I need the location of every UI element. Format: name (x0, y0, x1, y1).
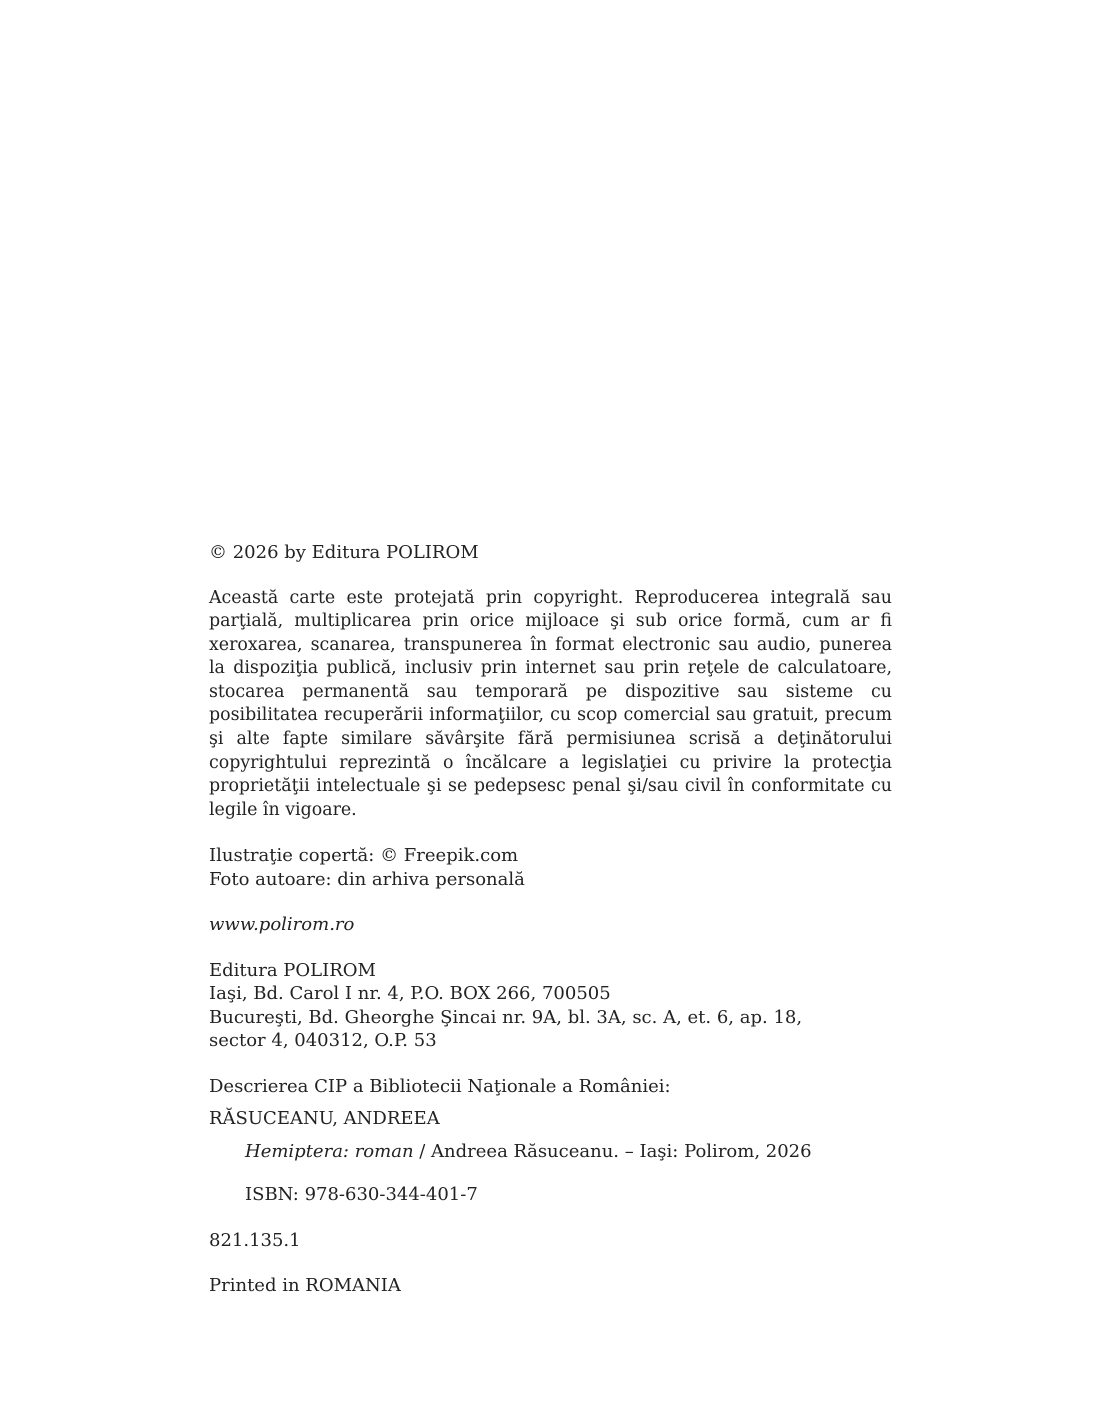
cover-credit: Ilustraţie copertă: © Freepik.com (209, 845, 519, 867)
copyright-line: © 2026 by Editura POLIROM (209, 542, 479, 563)
publisher-name: Editura POLIROM (209, 959, 376, 981)
cip-author: RĂSUCEANU, ANDREEA (209, 1108, 440, 1130)
cip-entry (209, 1140, 892, 1164)
website-link: www.polirom.ro (209, 914, 355, 936)
isbn: ISBN: 978-630-344-401-7 (245, 1184, 478, 1206)
publisher-address (209, 959, 892, 1053)
udc-code: 821.135.1 (209, 1229, 301, 1251)
credits-block (209, 844, 892, 891)
copyright-page (209, 541, 892, 1298)
cip-heading: Descrierea CIP a Bibliotecii Naţionale a României: (209, 1075, 671, 1097)
printed-in: Printed in ROMANIA (209, 1275, 401, 1297)
photo-credit: Foto autoare: din arhiva personală (209, 868, 525, 890)
legal-notice: Această carte este protejată prin copyright. Reproducerea integrală sau parţială, multiplicarea prin orice mijloace şi sub orice formă, cum ar fi xeroxarea, scanarea, transpunerea în format electronic sau audio, punerea la dispoziţia publică, inclusiv prin internet sau prin reţele de calculatoare, stocarea permanentă sau temporară pe dispozitive sau sisteme cu posibilitatea recuperării informaţiilor, cu scop comercial sau gratuit, precum şi alte fapte similare săvârşite fără permisiunea scrisă a deţinătorului copyrightului reprezintă o încălcare a legislaţiei cu privire la protecţia proprietăţii intelectuale şi se pedepsesc penal şi/sau civil în conformitate cu legile în vigoare. (209, 587, 892, 820)
bucuresti-address-line1: Bucureşti, Bd. Gheorghe Şincai nr. 9A, bl. 3A, sc. A, et. 6, ap. 18, (209, 1006, 803, 1028)
cip-entry-rest: / Andreea Răsuceanu. – Iaşi: Polirom, 2026 (413, 1140, 812, 1162)
iasi-address: Iaşi, Bd. Carol I nr. 4, P.O. BOX 266, 700505 (209, 983, 611, 1005)
bucuresti-address-line2: sector 4, 040312, O.P. 53 (209, 1030, 437, 1052)
book-title: Hemiptera: roman (245, 1140, 414, 1162)
